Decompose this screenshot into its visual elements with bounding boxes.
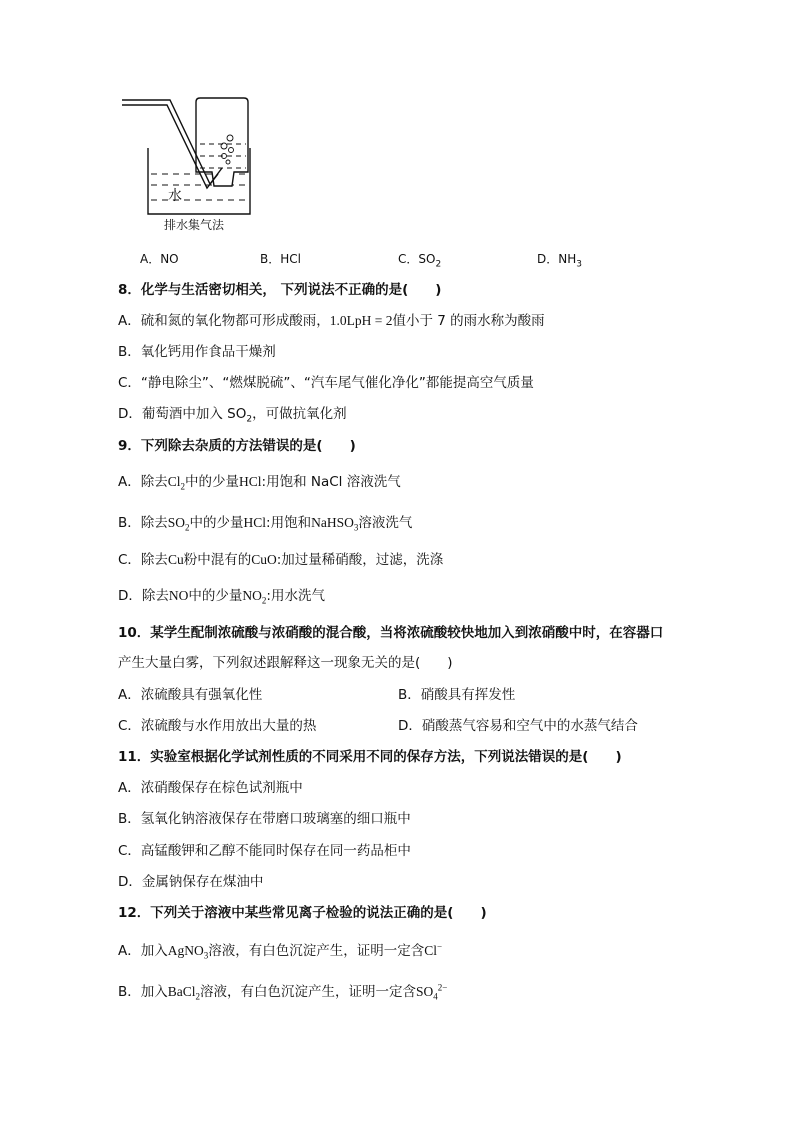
q8-option-d: D．葡萄酒中加入 $SO_2$，可做抗氧化剂: [118, 406, 347, 425]
q8-option-a: A．硫和氮的氧化物都可形成酸雨，1.0LpH = 2值小于 7 的雨水称为酸雨: [118, 313, 545, 329]
q7-option-a: A．NO: [140, 252, 179, 266]
q8-option-b: B．氧化钙用作食品干燥剂: [118, 344, 276, 360]
q11-option-d: D．金属钠保存在煤油中: [118, 874, 264, 890]
q11-option-a: A．浓硝酸保存在棕色试剂瓶中: [118, 780, 303, 796]
q12-option-b: B．加入BaCl$_2$溶液，有白色沉淀产生，证明一定含$SO_4^{2-}$: [118, 982, 448, 1002]
q9-option-d: D．除去NO中的少量$NO_2$:用水洗气: [118, 588, 325, 606]
q7-option-d: D．$NH_3$: [537, 252, 582, 270]
q8-stem: 8．化学与生活密切相关， 下列说法不正确的是( ): [118, 282, 442, 298]
q7-option-c: C．$SO_2$: [398, 252, 442, 270]
q9-option-a: A．除去$Cl_2$中的少量HCl:用饱和 NaCl 溶液洗气: [118, 474, 401, 492]
q9-option-b: B．除去$SO_2$中的少量HCl:用饱和NaHSO$_3$溶液洗气: [118, 515, 413, 533]
q8-option-c: C．“静电除尘”、“燃煤脱硫”、“汽车尾气催化净化”都能提高空气质量: [118, 375, 534, 391]
q11-option-b: B．氢氧化钠溶液保存在带磨口玻璃塞的细口瓶中: [118, 811, 411, 827]
q10-option-a: A．浓硫酸具有强氧化性: [118, 687, 263, 703]
q10-option-d: D．硝酸蒸气容易和空气中的水蒸气结合: [398, 718, 638, 734]
q11-option-c: C．高锰酸钾和乙醇不能同时保存在同一药品柜中: [118, 843, 411, 859]
q12-option-a: A．加入AgNO$_3$溶液，有白色沉淀产生，证明一定含Cl−: [118, 941, 443, 961]
q12-stem: 12．下列关于溶液中某些常见离子检验的说法正确的是( ): [118, 905, 487, 921]
water-label: 水: [168, 188, 182, 204]
q9-stem: 9．下列除去杂质的方法错误的是( ): [118, 438, 356, 454]
q10-stem-line-1: 10．某学生配制浓硫酸与浓硝酸的混合酸，当将浓硫酸较快地加入到浓硝酸中时，在容器口: [118, 625, 664, 641]
q10-option-c: C．浓硫酸与水作用放出大量的热: [118, 718, 317, 734]
q7-option-b: B．HCl: [260, 252, 301, 266]
q10-stem-line-2: 产生大量白雾，下列叙述跟解释这一现象无关的是( ): [118, 655, 453, 671]
figure-caption: 排水集气法: [164, 218, 225, 232]
q9-option-c: C．除去Cu粉中混有的CuO:加过量稀硝酸，过滤，洗涤: [118, 552, 444, 568]
apparatus-diagram: [118, 96, 258, 221]
q11-stem: 11．实验室根据化学试剂性质的不同采用不同的保存方法，下列说法错误的是( ): [118, 749, 622, 765]
gas-bottle: [196, 98, 248, 186]
q10-option-b: B．硝酸具有挥发性: [398, 687, 516, 703]
